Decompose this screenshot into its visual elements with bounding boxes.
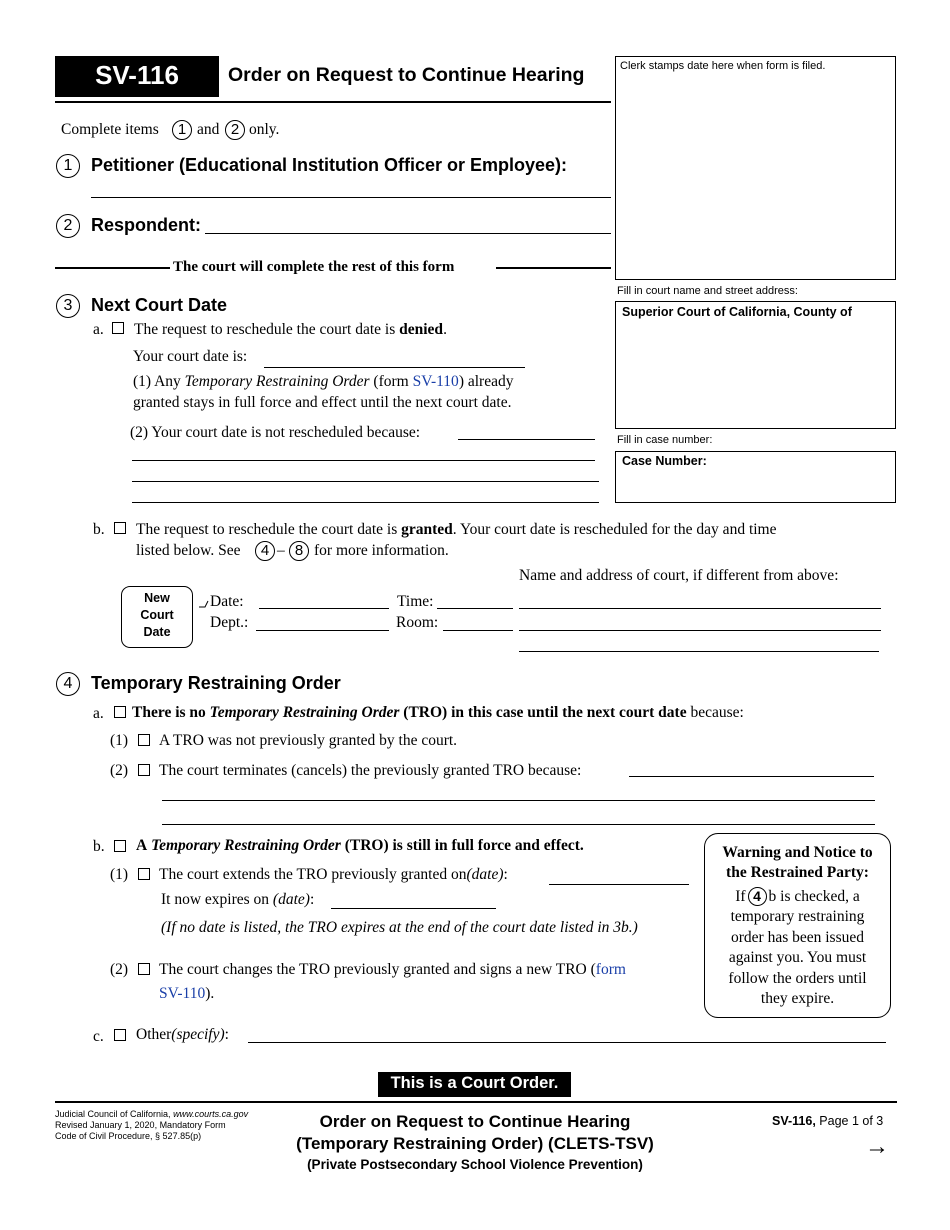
footer-website: www.courts.ca.gov [173,1109,249,1119]
item3b-granted: granted [401,521,453,538]
terminate-reason-line-3[interactable] [162,824,875,825]
intro-prefix: Complete items [61,121,159,138]
warning-line4: against you. You must [728,949,867,966]
form-id: SV-116 [95,60,179,90]
footer-council: Judicial Council of California, [55,1109,171,1119]
case-number-value: Case Number: [622,454,707,468]
form-title: Order on Request to Continue Hearing [228,64,585,86]
item3a2-text: (2) Your court date is not rescheduled because: [130,424,421,441]
item4a-because: because: [690,704,744,721]
item4a1-text: A TRO was not previously granted by the court. [159,732,458,749]
item4a-checkbox[interactable] [114,706,126,718]
expires-date-input-line[interactable] [331,908,496,909]
reason-input-line-2[interactable] [132,460,595,461]
item3a-marker: a. [93,321,104,338]
room-label: Room: [396,614,439,631]
item4a2-checkbox[interactable] [138,764,150,776]
item4b2-line2 [159,985,214,1003]
clerk-stamp-box [615,56,896,280]
item4b1-text [159,866,508,884]
item4b2-line1 [159,961,626,979]
item3a-text [134,321,447,339]
item2-number: 2 [56,214,80,238]
reason-input-line-1[interactable] [458,439,595,440]
dept-label: Dept.: [210,614,249,631]
item4b-tro-italic: Temporary Restraining Order [151,837,341,854]
item4c-other: Other [136,1026,172,1043]
footer-left-line1 [55,1109,248,1119]
item3a1-tro-italic: Temporary Restraining Order [184,373,370,390]
warning-title-line1: Warning and Notice to [722,844,873,861]
item3-number: 3 [56,294,80,318]
item4c-checkbox[interactable] [114,1029,126,1041]
court-name-line-1[interactable] [519,608,881,609]
new-court-date-line1: New [144,591,170,605]
time-label: Time: [397,593,434,610]
item2-label: Respondent: [91,215,201,235]
divider-left-rule [55,267,170,269]
footer-left-line3: Code of Civil Procedure, § 527.85(p) [55,1131,202,1141]
item3b-after: . Your court date is rescheduled for the day and time [452,521,777,538]
item4a-marker: a. [93,705,104,722]
sv110-link[interactable]: SV-110 [412,373,459,390]
court-order-text: This is a Court Order. [390,1074,559,1092]
item4a1-marker: (1) [110,732,129,749]
item4b1-date-italic: (date) [466,866,504,883]
item4a-bold2: (TRO) in this case until the next court date [403,704,687,721]
item4b-bold1: A [136,837,148,854]
court-order-banner [378,1072,571,1097]
item3b-pre: The request to reschedule the court date is [136,521,398,538]
court-date-input-line[interactable] [264,367,525,368]
warning-box [704,833,891,1018]
other-input-line[interactable] [248,1042,886,1043]
item4b2-checkbox[interactable] [138,963,150,975]
item3b-ref4: 4 [255,541,275,561]
item3b-marker: b. [93,521,105,538]
new-court-date-line3: Date [143,625,171,639]
warning-line1 [705,887,890,906]
terminate-reason-line-2[interactable] [162,800,875,801]
dept-input-line[interactable] [256,630,389,631]
warning-line5: follow the orders until [728,970,867,987]
terminate-reason-line-1[interactable] [629,776,874,777]
item4b-marker: b. [93,838,105,855]
bracket-icon [198,597,210,609]
item3a1-line2: granted stays in full force and effect until the next court date. [133,394,512,411]
intro-item2-ref: 2 [225,120,245,140]
court-address-label: Fill in court name and street address: [617,285,798,297]
item3b-line1 [136,521,777,539]
header-rule [55,101,611,103]
item3b-dash: – [277,542,285,559]
item4-label: Temporary Restraining Order [91,673,341,693]
divider-right-rule [496,267,611,269]
item4c-colon: : [224,1026,229,1043]
item4b1-expires-date-italic: (date) [272,891,310,908]
court-name-line-2[interactable] [519,630,881,631]
footer-rule [55,1101,897,1103]
intro-suffix: only. [249,121,280,138]
name-address-label: Name and address of court, if different from above: [519,567,839,584]
item1-number: 1 [56,154,80,178]
date-label: Date: [210,593,244,610]
item4b1-checkbox[interactable] [138,868,150,880]
warning-checked: b is checked, a [768,888,860,905]
footer-page-number: Page 1 of 3 [819,1114,884,1128]
form-id-badge [55,56,219,97]
item4b-checkbox[interactable] [114,840,126,852]
item4b1-note: (If no date is listed, the TRO expires at the end of the court date listed in 3b.) [161,919,638,936]
item3a1-pre: (1) Any [133,373,181,390]
warning-line3: order has been issued [731,929,864,946]
reason-input-line-3[interactable] [132,481,599,482]
sv110-link-2[interactable]: SV-110 [159,985,206,1002]
footer-title-line2: (Temporary Restraining Order) (CLETS-TSV) [296,1134,654,1153]
item4a2-marker: (2) [110,762,129,779]
item4a2-text: The court terminates (cancels) the previously granted TRO because: [159,762,582,779]
court-date-is-label: Your court date is: [133,348,248,365]
item4b2-marker: (2) [110,961,129,978]
intro-item1-ref: 1 [172,120,192,140]
extended-date-input-line[interactable] [549,884,689,885]
item4a-bold1: There is no [132,704,206,721]
item4b1-marker: (1) [110,866,129,883]
item3b-line2-post: for more information. [314,542,449,559]
item4b1-expires-text: It now expires on [161,891,270,908]
item4c-specify: (specify) [171,1026,225,1043]
divider-text: The court will complete the rest of this form [173,259,455,275]
item3a-period: . [443,321,447,338]
item3a1-after: ) already [458,373,514,390]
footer-title-line1: Order on Request to Continue Hearing [319,1112,631,1131]
form-link[interactable]: form [595,961,626,978]
item4b1-colon: : [503,866,508,883]
item3b-line2-pre: listed below. See [136,542,241,559]
item3a1-form-open: (form [373,373,409,390]
warning-title-line2: the Restrained Party: [726,864,869,881]
warning-line2: temporary restraining [730,908,865,925]
new-court-date-line2: Court [140,608,174,622]
warning-line6: they expire. [760,990,835,1007]
footer-left-line2: Revised January 1, 2020, Mandatory Form [55,1120,226,1130]
room-input-line[interactable] [443,630,513,631]
footer-page-info [772,1114,883,1128]
item3a-checkbox[interactable] [112,322,124,334]
time-input-line[interactable] [437,608,513,609]
case-number-box[interactable] [615,451,896,503]
court-name-line-3[interactable] [519,651,879,652]
item3b-ref8: 8 [289,541,309,561]
item4c-text [136,1026,229,1044]
item3a-text-pre: The request to reschedule the court date is [134,321,396,338]
item1-label: Petitioner (Educational Institution Officer or Employee): [91,155,568,175]
petitioner-input-line[interactable] [91,197,611,198]
item4c-marker: c. [93,1028,104,1045]
item4a-text [132,704,744,722]
item4b-text [136,837,584,855]
item4a-tro-italic: Temporary Restraining Order [209,704,400,721]
footer-form-id: SV-116, [772,1114,816,1128]
respondent-input-line[interactable] [205,233,611,234]
item4-number: 4 [56,672,80,696]
item4b-bold2: (TRO) is still in full force and effect. [344,837,584,854]
clerk-stamp-label: Clerk stamps date here when form is filed. [620,60,826,72]
item3b-checkbox[interactable] [114,522,126,534]
item3a-denied: denied [399,321,444,338]
footer-title-line3: (Private Postsecondary School Violence Prevention) [307,1157,643,1172]
court-address-box[interactable] [615,301,896,429]
court-address-value: Superior Court of California, County of [622,305,852,319]
item3-label: Next Court Date [91,295,228,315]
warning-if: If [735,888,746,905]
case-number-label: Fill in case number: [617,434,713,446]
date-input-line[interactable] [259,608,389,609]
reason-input-line-4[interactable] [132,502,599,503]
item4b2-end: ). [205,985,215,1002]
intro-and: and [197,121,220,138]
next-page-arrow-icon[interactable]: → [865,1133,889,1160]
warning-item4-ref: 4 [748,887,767,906]
item4b1-expires: It now expires on (date): [161,891,315,908]
item4b2-text: The court changes the TRO previously granted and signs a new TRO ( [159,961,596,978]
new-court-date-box [121,586,193,648]
item3a1-line1 [133,373,513,391]
item4a1-checkbox[interactable] [138,734,150,746]
item4b1-text-main: The court extends the TRO previously granted on [159,866,467,883]
